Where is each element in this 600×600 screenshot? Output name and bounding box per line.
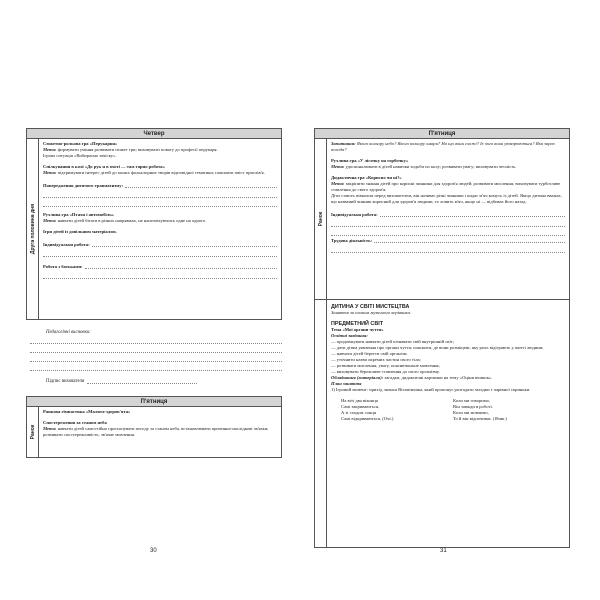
page-number-right: 31 (440, 548, 447, 554)
afternoon-side-label: Друга половина дня (27, 139, 39, 319)
riddle-line: На віті два віконця (341, 398, 378, 403)
forest-game-title: Рухлива гра «У лісочку на горбочку» (331, 158, 409, 163)
tasks-label: Освітні завдання: (331, 333, 368, 338)
useful-game-title: Дидактична гра «Корисно чи ні?» (331, 175, 402, 180)
riddle-line: То й він відпочиває. (Язик.) (453, 416, 507, 421)
sky-observation-goal: навчати дітей самостійно прогнозувати погоду за станом неба, встановлювати причинно-наслідкові зв'язки; розвивати спостережливість, зв'язне мовлення. (43, 426, 269, 437)
task-item: — розвивати мислення, увагу, пояснювальне мовлення; (331, 363, 440, 368)
friday-table-right: П'ятниця Ранок Запитання: Якого кольору небо? Якого кольору хмари? На що вони схожі? Із чого вони утворюються? Яка зараз погода? Рухлива гра «У лісочку на горбочку» Мета: удосконалювати в дітей навички ходьби по колу; розвивати увагу; виховувати чесність. Дидактична гра «Корисно чи ні?» Мета: закріпити знання дітей про корисні чинники для здоров'я людей; розвивати мислення; виховувати турботливе ставлення до свого здоров'я. Діти стають півколом перед вихователем, він називає різні чинники і кидає м'яч комусь із дітей. Якщо дитина вважає, що названий чинник корисний для здоров'я людини, то ловить м'яч, якщо ні — відбиває його назад. Індивідуальна робота: Трудова діяльність: ДИТИНА У СВІТІ МИСТЕЦТВА Заняття за планом музичного керівника. ПРЕДМЕТНИЙ СВІТ Тема «Мої органи чуття» Освітні завдання: — продовжувати навчати дітей пізнавати свій внутрішній світ; — дати дітям уявлення про органи чуття; пояснити, де вони розміщені, яку роль відіграють у житті людини; — навчати дітей берегти свій організм. — уточнити назви окремих частин свого тіла; — розвивати мислення, увагу, пояснювальне мовлення; — виховувати бережливе ставлення до свого організму. Обладнання (матеріали): загадки, дидактичні картинки на тему «Оціни вчинок». План заняття 1) Ігровий момент: прихід ляльки Вітамінчика, який пропонує розгадати загадки з чарівної скриньки. На віті два віконця Самі закриваються, А зі сходом сонця Самі відкриваються. (Очі.) Коли ми говоримо, Він завжди в роботі. Коли ми мовчимо, То й він відпочиває. (Язик.) (314, 128, 570, 548)
labor-activity-line: Трудова діяльність: (331, 236, 565, 244)
lesson-title: ДИТИНА У СВІТІ МИСТЕЦТВА (331, 304, 410, 310)
page-number-left: 30 (150, 548, 157, 554)
outdoor-game-title: Рухлива гра «Птахи і автомобіль» (43, 212, 114, 217)
useful-game-goal: закріпити знання дітей про корисні чинники для здоров'я людей; розвивати мислення; виховувати турботливе ставлення до свого здоров'я. (331, 181, 561, 192)
pedagogical-notes: Педагогічні висновки: (26, 330, 282, 371)
plan-label: План заняття (331, 381, 362, 386)
materials-text: загадки, дидактичні картинки на тему «Оціни вчинок». (384, 375, 493, 380)
left-page (26, 128, 282, 458)
outdoor-game-goal: навчати дітей бігати в різних напрямках, не наштовхуючись одне на одного. (57, 218, 207, 223)
role-play-title: Сюжетно-рольова гра «Перукарня» (43, 141, 118, 146)
useful-game-description: Діти стають півколом перед вихователем, він називає різні чинники і кидає м'яч комусь із дітей. Якщо дитина вважає, що названий чинник корисний для здоров'я людини, то ловить м'яч, якщо ні — відбиває його назад. (331, 193, 562, 204)
role-play-goal: формувати уміння розвивати сюжет гри; виховувати повагу до професії перукаря. (57, 147, 218, 152)
parents-work-line: Робота з батьками: (43, 262, 277, 270)
task-item: — навчати дітей берегти свій організм. (331, 351, 408, 356)
morning-side-label-right: Ранок (315, 139, 327, 299)
friday-table-left: П'ятниця Ранок Ранкова гімнастика «Малята-здоров'ята» Спостереження за станом неба Мета: навчати дітей самостійно прогнозувати погоду за станом неба, встановлювати причинно-наслідкові зв'язки; розвивати спостережливість, зв'язне мовлення. (26, 396, 282, 458)
lesson-subtitle: Заняття за планом музичного керівника. (331, 310, 412, 315)
lesson-topic: Тема «Мої органи чуття» (331, 327, 384, 332)
riddle-line: Самі закриваються, (341, 404, 380, 409)
lesson-section: ДИТИНА У СВІТІ МИСТЕЦТВА Заняття за планом музичного керівника. ПРЕДМЕТНИЙ СВІТ Тема «Мої органи чуття» Освітні завдання: — продовжувати навчати дітей пізнавати свій внутрішній світ; — дати дітям уявлення про органи чуття; пояснити, де вони розміщені, яку роль відіграють у житті людини; — навчати дітей берегти свій організм. — уточнити назви окремих частин свого тіла; — розвивати мислення, увагу, пояснювальне мовлення; — виховувати бережливе ставлення до свого організму. Обладнання (матеріали): загадки, дидактичні картинки на тему «Оціни вчинок». План заняття 1) Ігровий момент: прихід ляльки Вітамінчика, який пропонує розгадати загадки з чарівної скриньки. На віті два віконця Самі закриваються, А зі сходом сонця Самі відкриваються. (Очі.) Коли ми говоримо, Він завжди в роботі. Коли ми мовчимо, То й він відпочиває. (Язик.) (327, 300, 569, 547)
riddle-line: Самі відкриваються. (Очі.) (341, 416, 394, 421)
right-page (314, 128, 570, 548)
task-item: — уточнити назви окремих частин свого тіла; (331, 357, 421, 362)
thursday-table: Четвер Друга половина дня Сюжетно-рольова гра «Перукарня» Мета: формувати уміння розвивати сюжет гри; виховувати повагу до професії перукаря. Ігрова ситуація «Вибираємо зачіску». Спілкування в колі «До рук и в охоті — там гарно робота» Мета: підтримувати інтерес дітей до малих фольклорних творів відповідної тематики; пояснити зміст прислів'я. Попередження дитячого травматизму: Рухлива гра «Птахи і автомобіль» Мета: навчати дітей бігати в різних напрямках, не наштовхуючись одне на одного. Ігри дітей із довільним матеріалом. Індивідуальна робота: Робота з батьками: (26, 128, 282, 320)
plan-item: 1) Ігровий момент: прихід ляльки Вітамінчика, який пропонує розгадати загадки з чарівної скриньки. (331, 387, 531, 392)
riddle-line: А зі сходом сонця (341, 410, 376, 415)
individual-work-line-right: Індивідуальна робота: (331, 210, 565, 218)
sky-observation-title: Спостереження за станом неба (43, 420, 107, 425)
task-item: — дати дітям уявлення про органи чуття; пояснити, де вони розміщені, яку роль відіграють у житті людини; (331, 345, 544, 350)
forest-game-goal: удосконалювати в дітей навички ходьби по колу; розвивати увагу; виховувати чесність. (345, 164, 517, 169)
free-games: Ігри дітей із довільним матеріалом. (43, 229, 117, 234)
task-item: — виховувати бережливе ставлення до свого організму. (331, 369, 440, 374)
teacher-signature: Підпис вихователя (46, 379, 282, 384)
friday-header-left: П'ятниця (27, 397, 281, 407)
riddle-line: Коли ми говоримо, (453, 398, 491, 403)
circle-talk-goal: підтримувати інтерес дітей до малих фольклорних творів відповідної тематики; пояснити зміст прислів'я. (57, 170, 265, 175)
task-item: — продовжувати навчати дітей пізнавати свій внутрішній світ; (331, 339, 455, 344)
friday-header-right: П'ятниця (315, 129, 569, 139)
object-world-title: ПРЕДМЕТНИЙ СВІТ (331, 321, 384, 327)
individual-work-line: Індивідуальна робота: (43, 240, 277, 248)
thursday-header: Четвер (27, 129, 281, 139)
circle-talk-title: Спілкування в колі «До рук и в охоті — там гарно робота» (43, 164, 165, 169)
injury-prevention-line: Попередження дитячого травматизму: (43, 181, 277, 189)
morning-side-label-left: Ранок (27, 407, 39, 457)
riddle-line: Коли ми мовчимо, (453, 410, 489, 415)
sky-questions: Якого кольору небо? Якого кольору хмари? На що вони схожі? Із чого вони утворюються? Яка зараз погода? (331, 141, 555, 152)
role-play-situation: Ігрова ситуація «Вибираємо зачіску». (43, 153, 117, 158)
morning-gym: Ранкова гімнастика «Малята-здоров'ята» (43, 409, 131, 414)
riddles (341, 398, 565, 422)
riddle-line: Він завжди в роботі. (453, 404, 493, 409)
